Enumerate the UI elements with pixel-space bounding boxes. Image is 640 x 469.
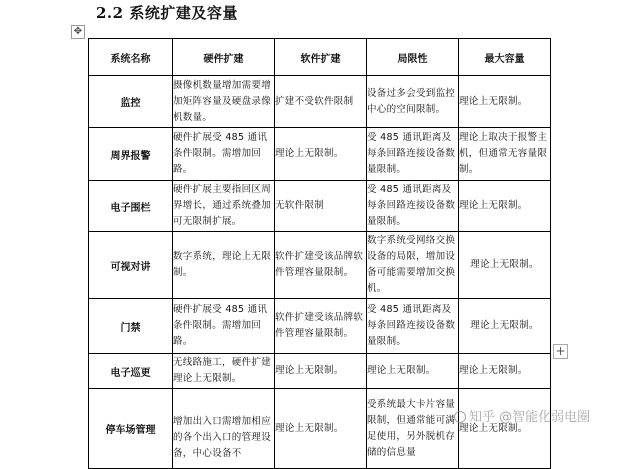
system-name-cell: 门禁: [89, 299, 173, 354]
watermark-icon: [454, 411, 466, 423]
table-row: [89, 181, 551, 232]
hardware-cell: 硬件扩展受 485 通讯条件限制。需增加回路。: [173, 299, 275, 354]
table-header-row: [89, 39, 551, 76]
software-cell: 扩建不受软件限制: [275, 76, 367, 128]
header-software: 软件扩建: [275, 39, 367, 76]
limitation-cell: 设备过多会受到监控中心的空间限制。: [367, 76, 459, 128]
table-row: [89, 299, 551, 354]
limitation-cell: 受 485 通讯距离及每条回路连接设备数量限制。: [367, 128, 459, 181]
software-cell: 理论上无限制。: [275, 389, 367, 469]
header-limitation: 局限性: [367, 39, 459, 76]
software-cell: 理论上无限制。: [275, 128, 367, 181]
capacity-cell: 理论上无限制。: [459, 354, 551, 389]
limitation-cell: 受 485 通讯距离及每条回路连接设备数量限制。: [367, 181, 459, 232]
limitation-cell: 理论上无限制。: [367, 354, 459, 389]
system-name-cell: 电子围栏: [89, 181, 173, 232]
capacity-cell: 理论上无限制。: [459, 181, 551, 232]
software-cell: 无软件限制: [275, 181, 367, 232]
header-max-capacity: 最大容量: [459, 39, 551, 76]
limitation-cell: 受 485 通讯距离及每条回路连接设备数量限制。: [367, 299, 459, 354]
hardware-cell: 硬件扩展主要指回区周界增长，通过系统叠加可无限制扩展。: [173, 181, 275, 232]
table-row: [89, 232, 551, 299]
watermark: [454, 406, 590, 425]
hardware-cell: 无线路施工，硬件扩建理论上无限制。: [173, 354, 275, 389]
system-name-cell: 监控: [89, 76, 173, 128]
software-cell: 软件扩建受该品牌软件管理容量限制。: [275, 232, 367, 299]
table-row: [89, 128, 551, 181]
section-heading: 2.2 系统扩建及容量: [96, 4, 238, 22]
hardware-cell: 硬件扩展受 485 通讯条件限制。需增加回路。: [173, 128, 275, 181]
system-name-cell: 停车场管理: [89, 389, 173, 469]
hardware-cell: 增加出入口需增加相应的各个出入口的管理设备，中心设备不: [173, 389, 275, 469]
limitation-cell: 数字系统受网络交换设备的局限，增加设备可能需要增加交换机。: [367, 232, 459, 299]
capacity-cell: 理论上无限制。: [459, 389, 551, 469]
watermark-text: 知乎 @智能化弱电圈: [469, 410, 591, 425]
hardware-cell: 数字系统，理论上无限制。: [173, 232, 275, 299]
header-system-name: 系统名称: [89, 39, 173, 76]
table-row: [89, 76, 551, 128]
system-name-cell: 周界报警: [89, 128, 173, 181]
system-name-cell: 可视对讲: [89, 232, 173, 299]
capacity-table: [88, 38, 551, 469]
table-row: [89, 389, 551, 469]
software-cell: 软件扩建受该品牌软件管理容量限制。: [275, 299, 367, 354]
table-row: [89, 354, 551, 389]
software-cell: 理论上无限制。: [275, 354, 367, 389]
header-hardware: 硬件扩建: [173, 39, 275, 76]
system-name-cell: 电子巡更: [89, 354, 173, 389]
capacity-cell: 理论上无限制。: [459, 232, 551, 299]
capacity-cell: 理论上无限制。: [459, 76, 551, 128]
table-move-handle-icon[interactable]: ✥: [71, 25, 85, 39]
add-row-icon[interactable]: +: [553, 344, 568, 359]
hardware-cell: 摄像机数量增加需要增加矩阵容量及硬盘录像机数量。: [173, 76, 275, 128]
limitation-cell: 受系统最大卡片容量限制，但通常能可满足使用，另外脱机存储的信息量: [367, 389, 459, 469]
capacity-cell: 理论上无限制。: [459, 299, 551, 354]
capacity-cell: 理论上取决于报警主机，但通常无容量限制。: [459, 128, 551, 181]
